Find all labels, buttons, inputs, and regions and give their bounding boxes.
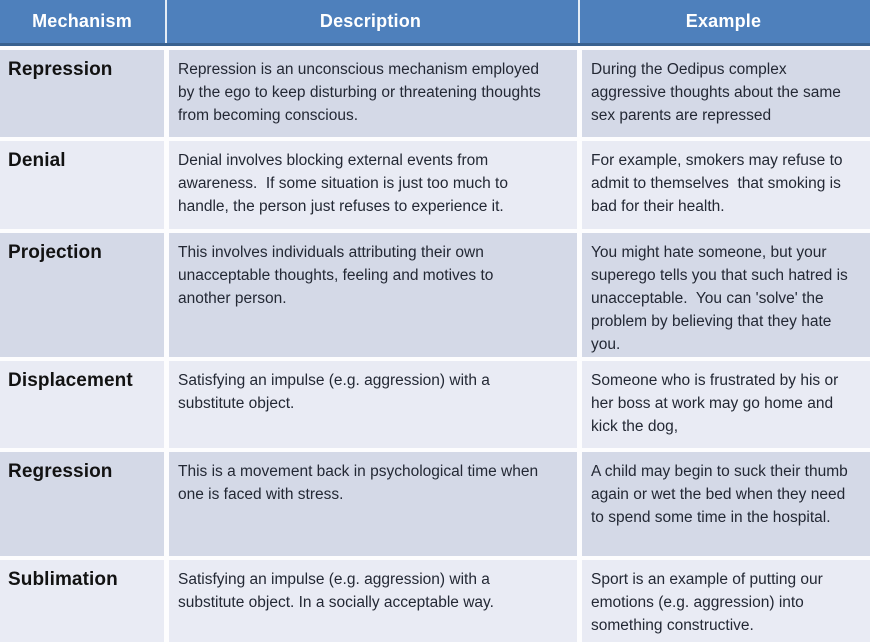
description-text: This is a movement back in psychological time when one is faced with stress.: [178, 463, 543, 503]
example-text: For example, smokers may refuse to admit to themselves that smoking is bad for their health.: [591, 152, 847, 215]
mechanism-label: Displacement: [8, 370, 133, 391]
table-body: [0, 50, 870, 642]
example-text: During the Oedipus complex aggressive thoughts about the same sex parents are repressed: [591, 61, 846, 124]
description-text: Denial involves blocking external events from awareness. If some situation is just too much to handle, the person just refuses to experience it.: [178, 152, 513, 215]
example-text: Someone who is frustrated by his or her boss at work may go home and kick the dog,: [591, 372, 843, 435]
table-row-repression: [0, 50, 870, 137]
description-text: Repression is an unconscious mechanism employed by the ego to keep disturbing or threatening thoughts from becoming conscious.: [178, 61, 546, 124]
mechanism-label: Sublimation: [8, 569, 118, 590]
table-row-regression: [0, 452, 870, 556]
example-text: A child may begin to suck their thumb again or wet the bed when they need to spend some time in the hospital.: [591, 463, 853, 526]
mechanism-label: Projection: [8, 242, 102, 263]
header-column-divider: [578, 0, 580, 43]
mechanism-label: Denial: [8, 150, 66, 171]
example-text: You might hate someone, but your superego tells you that such hatred is unacceptable. You can 'solve' the problem by believing that they hate you.: [591, 244, 853, 353]
table-row-projection: [0, 233, 870, 357]
column-header-mechanism: Mechanism: [32, 11, 132, 31]
example-text: Sport is an example of putting our emotions (e.g. aggression) into something constructive.: [591, 571, 828, 634]
mechanism-label: Repression: [8, 59, 113, 80]
table-row-sublimation: [0, 560, 870, 642]
table-header-row: [0, 0, 870, 46]
description-text: This involves individuals attributing their own unacceptable thoughts, feeling and motives to another person.: [178, 244, 498, 307]
table-row-denial: [0, 141, 870, 229]
description-text: Satisfying an impulse (e.g. aggression) with a substitute object.: [178, 372, 495, 412]
header-column-divider: [165, 0, 167, 43]
column-header-example: Example: [685, 11, 762, 31]
description-text: Satisfying an impulse (e.g. aggression) with a substitute object. In a socially acceptable way.: [178, 571, 495, 611]
mechanism-label: Regression: [8, 461, 113, 482]
table-row-displacement: [0, 361, 870, 448]
column-header-description: Description: [319, 11, 422, 31]
